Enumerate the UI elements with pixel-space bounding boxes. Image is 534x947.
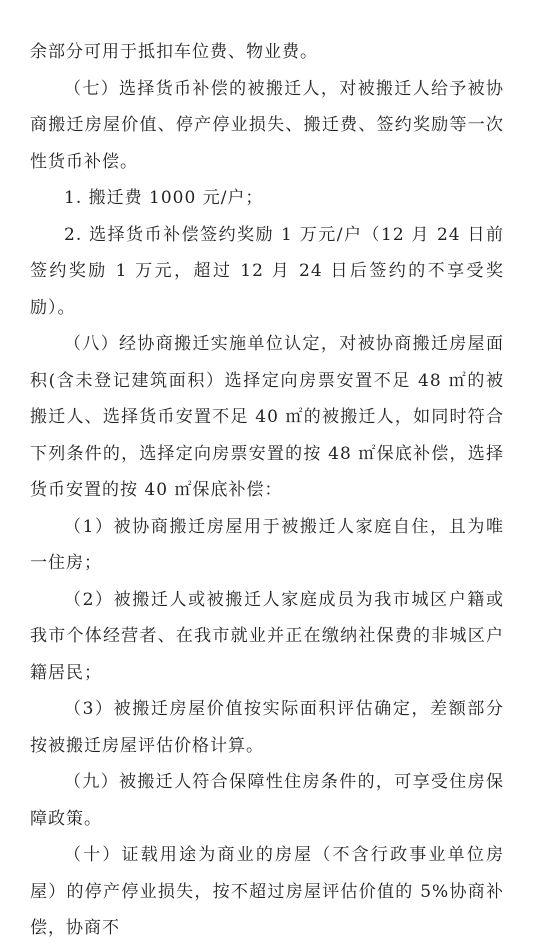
paragraph-item-1-relocation-fee: 1. 搬迁费 1000 元/户； — [64, 188, 264, 208]
paragraph-clause-7: （七）选择货币补偿的被搬迁人，对被搬迁人给予被协商搬迁房屋价值、停产停业损失、搬迁费、签约奖励等一次性货币补偿。 — [30, 78, 504, 172]
paragraph-condition-3: （3）被搬迁房屋价值按实际面积评估确定，差额部分按被搬迁房屋评估价格计算。 — [30, 699, 504, 756]
paragraph-clause-9: （九）被搬迁人符合保障性住房条件的，可享受住房保障政策。 — [30, 772, 504, 829]
paragraph-condition-2: （2）被搬迁人或被搬迁人家庭成员为我市城区户籍或我市个体经营者、在我市就业并正在缴纳社保费的非城区户籍居民； — [30, 589, 504, 683]
paragraph-continuation: 余部分可用于抵扣车位费、物业费。 — [30, 42, 318, 62]
paragraph-condition-1: （1）被协商搬迁房屋用于被搬迁人家庭自住，且为唯一住房； — [30, 516, 504, 573]
document-page — [30, 34, 504, 947]
paragraph-item-2-signing-reward: 2. 选择货币补偿签约奖励 1 万元/户（12 月 24 日前签约奖励 1 万元，超过 12 月 24 日后签约的不享受奖励）。 — [30, 224, 504, 318]
paragraph-clause-8: （八）经协商搬迁实施单位认定，对被协商搬迁房屋面积(含未登记建筑面积）选择定向房票安置不足 48 ㎡的被搬迁人、选择货币安置不足 40 ㎡的被搬迁人，如同时符合下列条件的，选择定向房票安置的按 48 ㎡保底补偿，选择货币安置的按 40 ㎡保底补偿： — [30, 334, 504, 500]
paragraph-clause-10: （十）证载用途为商业的房屋（不含行政事业单位房屋）的停产停业损失，按不超过房屋评估价值的 5%协商补偿，协商不 — [30, 845, 504, 938]
